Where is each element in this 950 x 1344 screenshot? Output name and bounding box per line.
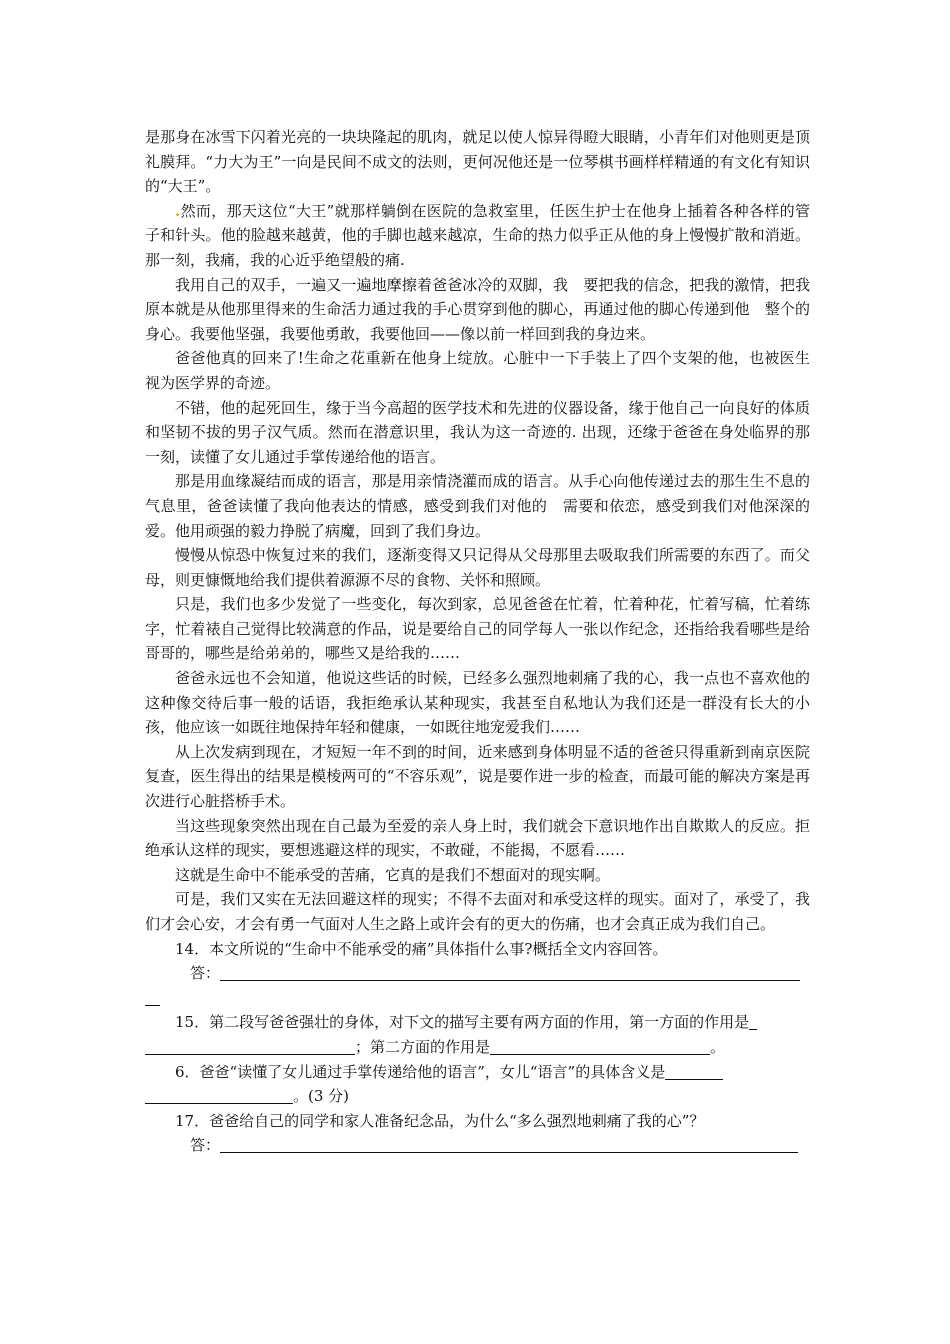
paragraph: 我用自己的双手，一遍又一遍地摩擦着爸爸冰冷的双脚，我 要把我的信念，把我的激情，把我原本就是从他那里得来的生命活力通过我的手心贯穿到他的脚心，再通过他的脚心传递到他 整个的身心。我要他坚强，我要他勇敢，我要他回——像以前一样回到我的身边来。	[145, 275, 810, 343]
question-15-end: 。	[710, 1037, 726, 1056]
paragraph: 爸爸永远也不会知道，他说这些话的时候，已经多么强烈地刺痛了我的心，我一点也不喜欢他的这种像交待后事一般的话语，我拒绝承认某种现实，我甚至自私地认为我们还是一群没有长大的小孩，他应该一如既往地保持年轻和健康，一如既往地宠爱我们……	[145, 669, 810, 737]
answer-line-14	[145, 961, 810, 986]
question-6-text-2: 。(3 分)	[293, 1087, 350, 1106]
paragraph: 只是，我们也多少发觉了一些变化，每次到家，总见爸爸在忙着，忙着种花，忙着写稿，忙着练字，忙着裱自己觉得比较满意的作品，说是要给自己的同学每人一张以作纪念，还指给我看哪些是给哥哥的，哪些是给弟弟的，哪些又是给我的……	[145, 595, 810, 663]
answer-blank-14[interactable]	[220, 964, 800, 981]
answer-line-14-continued	[145, 986, 810, 1011]
paragraph: 从上次发病到现在，才短短一年不到的时间，近来感到身体明显不适的爸爸只得重新到南京医院复查，医生得出的结果是模棱两可的“不容乐观”，说是要作进一步的检查，而最可能的解决方案是再次进行心脏搭桥手术。	[145, 742, 810, 811]
question-15-text-1: 15．第二段写爸爸强壮的身体，对下文的描写主要有两方面的作用，第一方面的作用是	[175, 1013, 750, 1032]
answer-label: 答：	[190, 964, 221, 983]
question-6	[145, 1060, 810, 1085]
paragraph: 可是，我们又实在无法回避这样的现实；不得不去面对和承受这样的现实。面对了，承受了，我们才会心安，才会有勇一气面对人生之路上或许会有的更大的伤痛，也才会真正成为我们自己。	[145, 890, 810, 933]
paragraph: .然而，那天这位“大王”就那样躺倒在医院的急救室里，任医生护士在他身上插着各种各样的管子和针头。他的脸越来越黄，他的手脚也越来越凉，生命的热力似乎正从他的身上慢慢扩散和消逝。那一刻，我痛，我的心近乎绝望般的痛.	[145, 201, 810, 269]
paragraph: 爸爸他真的回来了!生命之花重新在他身上绽放。心脏中一下手装上了四个支架的他，也被医生视为医学界的奇迹。	[145, 349, 810, 392]
document-page	[145, 125, 810, 1158]
answer-blank-6b[interactable]	[145, 1087, 293, 1104]
paragraph: 当这些现象突然出现在自己最为至爱的亲人身上时，我们就会下意识地作出自欺欺人的反应。拒绝承认这样的现实，要想逃避这样的现实，不敢碰，不能揭，不愿看……	[145, 816, 810, 860]
paragraph: 这就是生命中不能承受的苦痛，它真的是我们不想面对的现实啊。	[175, 865, 611, 884]
answer-blank-6a[interactable]	[665, 1063, 723, 1080]
paragraph: 那是用血缘凝结而成的语言，那是用亲情浇灌而成的语言。从手心向他传递过去的那生生不息的气息里，爸爸读懂了我向他表达的情感，感受到我们对他的 需要和依恋，感受到我们对他深深的爱。他用顽强的毅力挣脱了病魔，回到了我们身边。	[145, 472, 810, 540]
question-14: 14．本文所说的“生命中不能承受的痛”具体指什么事?概括全文内容回答。	[175, 939, 668, 958]
question-15-continued	[145, 1035, 810, 1060]
question-15-text-2: ；第二方面的作用是	[355, 1037, 491, 1056]
paragraph: 慢慢从惊恐中恢复过来的我们，逐渐变得又只记得从父母那里去吸取我们所需要的东西了。而父母，则更慷慨地给我们提供着源源不尽的食物、关怀和照顾。	[145, 546, 810, 589]
answer-blank-17[interactable]	[220, 1136, 798, 1153]
answer-blank-15c[interactable]	[490, 1038, 710, 1055]
question-6-continued	[145, 1084, 810, 1109]
answer-blank-15b[interactable]	[145, 1038, 355, 1055]
marker-dot: .	[175, 201, 181, 220]
question-17: 17．爸爸给自己的同学和家人准备纪念品，为什么“多么强烈地刺痛了我的心”？	[175, 1111, 705, 1130]
paragraph: 不错，他的起死回生，缘于当今高超的医学技术和先进的仪器设备，缘于他自己一向良好的体质和坚韧不拔的男子汉气质。然而在潜意识里，我认为这一奇迹的. 出现，还缘于爸爸在身处临界的那一刻，读懂了女儿通过手掌传递给他的语言。	[145, 398, 810, 466]
answer-blank-15a[interactable]	[749, 1013, 757, 1030]
question-6-text-1: 6．爸爸“读懂了女儿通过手掌传递给他的语言”，女儿“语言”的具体含义是	[175, 1062, 666, 1081]
answer-line-17	[145, 1133, 810, 1158]
answer-label: 答：	[190, 1136, 221, 1155]
answer-blank-14b[interactable]	[145, 989, 160, 1006]
question-15	[145, 1010, 810, 1035]
paragraph: 是那身在冰雪下闪着光亮的一块块隆起的肌肉，就足以使人惊异得瞪大眼睛，小青年们对他则更是顶礼膜拜。“力大为王”一向是民间不成文的法则，更何况他还是一位琴棋书画样样精通的有文化有知识的“大王”。	[145, 128, 810, 196]
